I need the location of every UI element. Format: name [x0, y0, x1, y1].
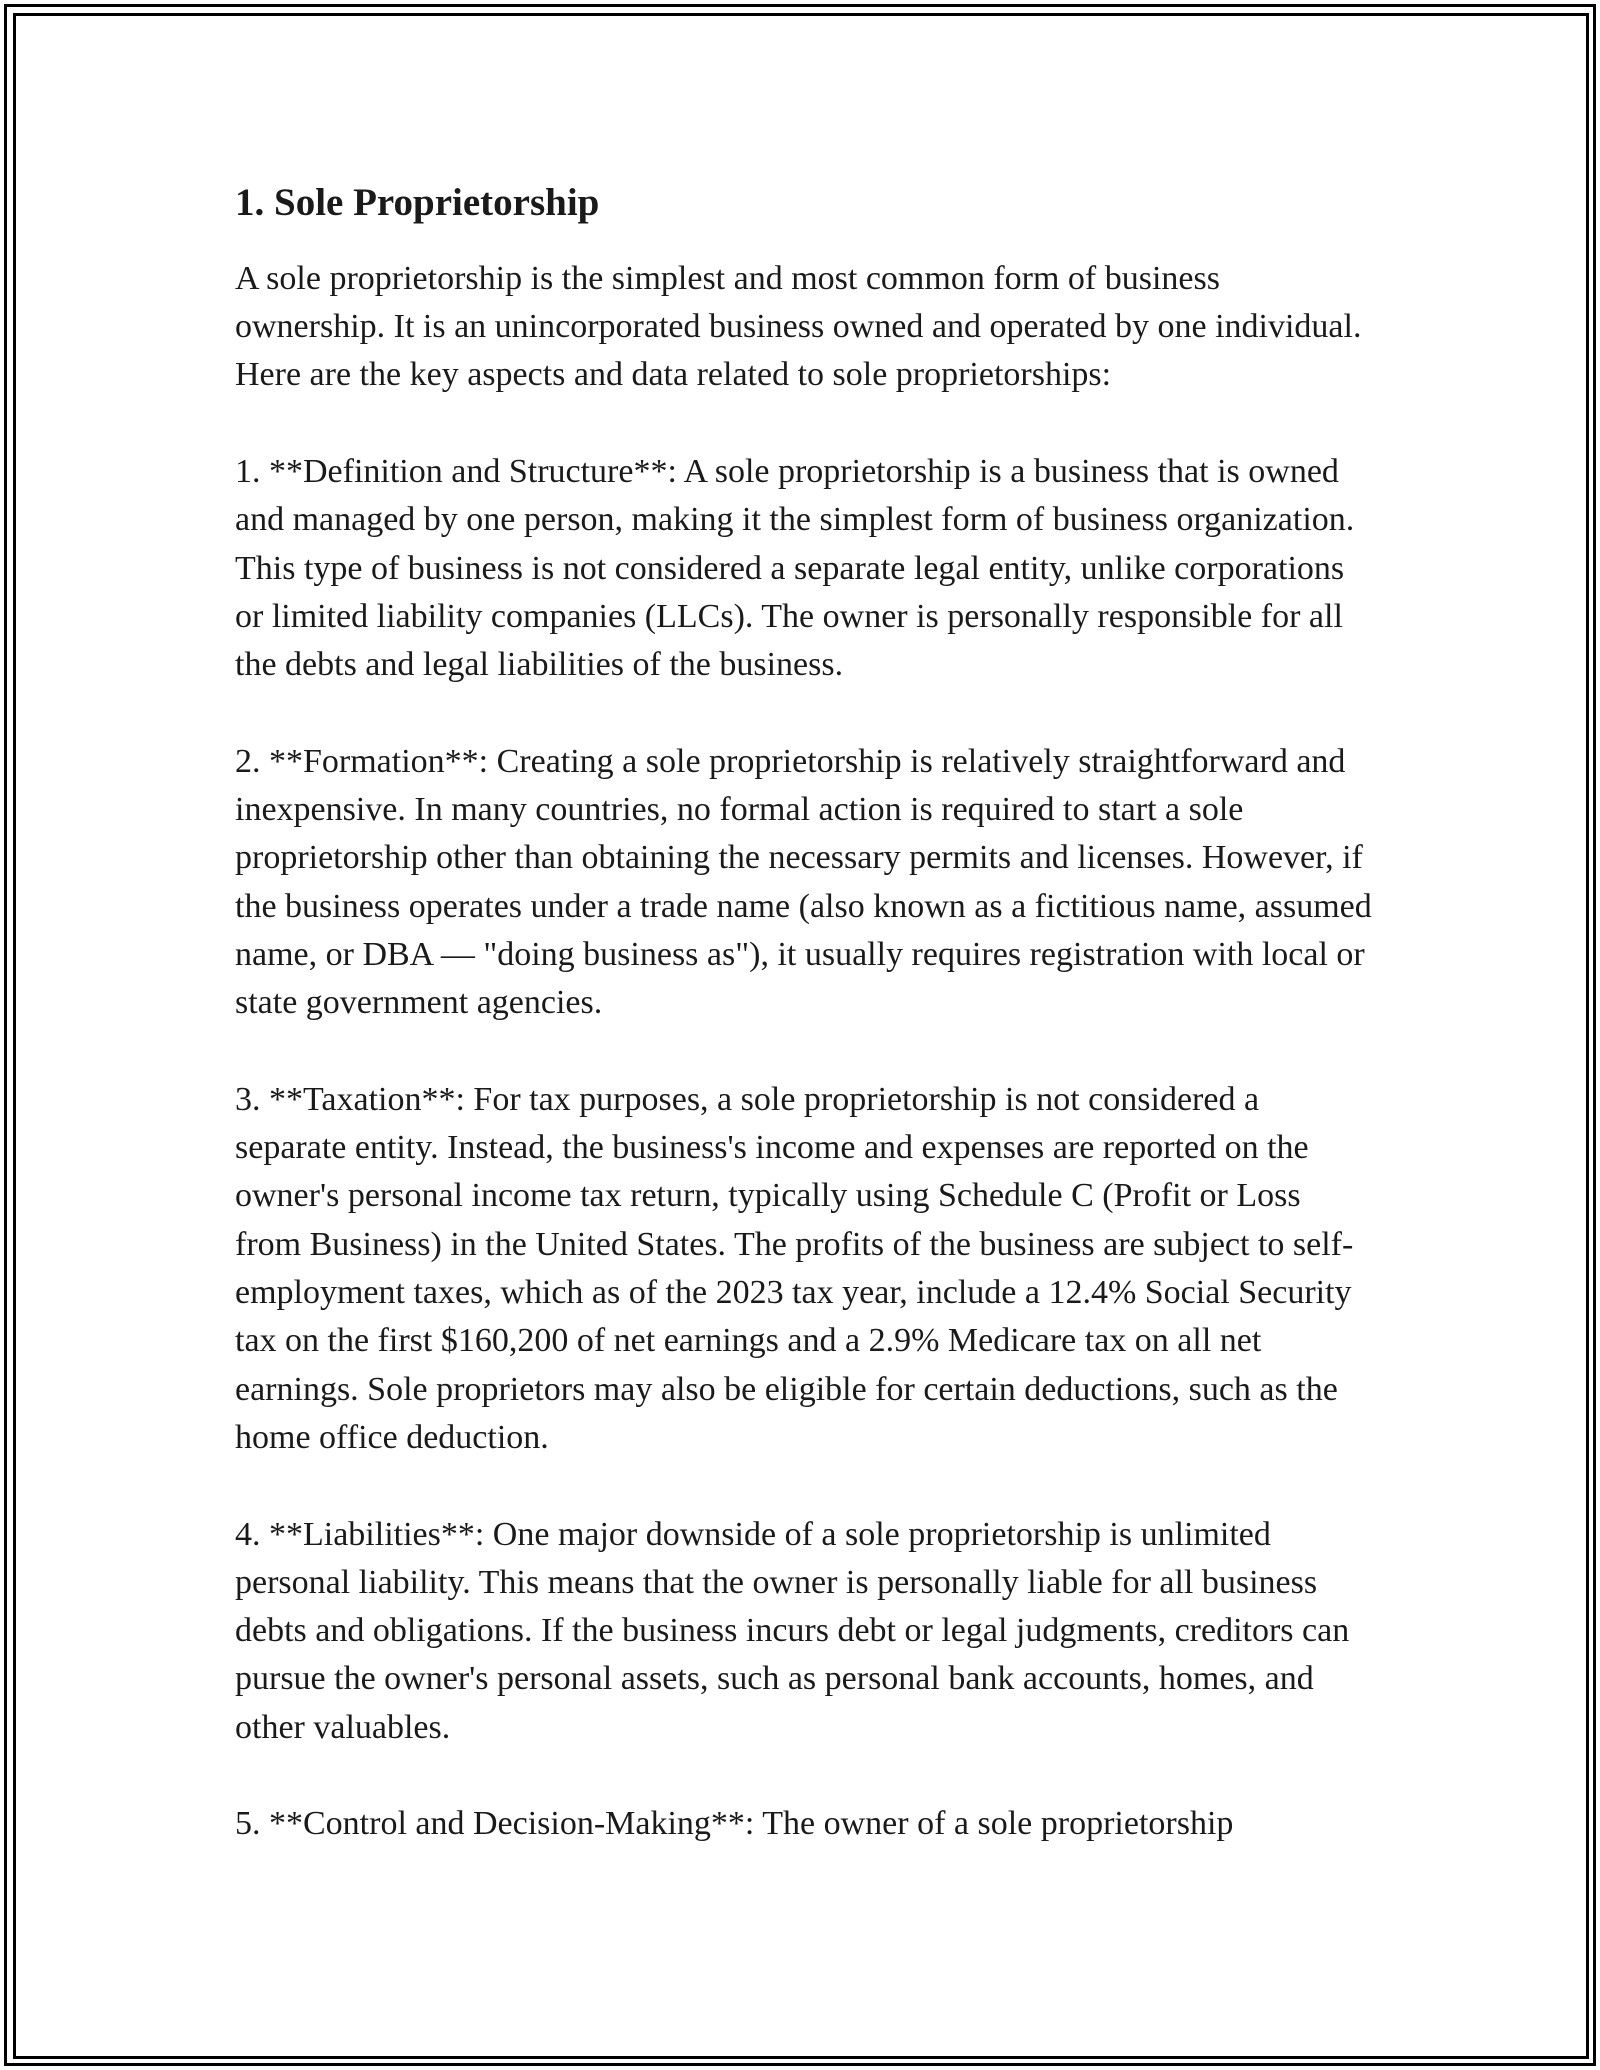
liabilities-paragraph: 4. **Liabilities**: One major downside of a sole proprietorship is unlimited personal liability. This means that the owner is personally liable for all business debts and obligations. If the business incurs debt or legal judgments, creditors can pursue the owner's personal assets, such as personal bank accounts, homes, and other valuables. [235, 1515, 1350, 1746]
definition-paragraph: 1. **Definition and Structure**: A sole proprietorship is a business that is owned and managed by one person, making it the simplest form of business organization. This type of business is not considered a separate legal entity, unlike corporations or limited liability companies (LLCs). The owner is personally responsible for all the debts and legal liabilities of the business. [235, 452, 1355, 684]
intro-paragraph: A sole proprietorship is the simplest and most common form of business ownership. It is an unincorporated business owned and operated by one individual. Here are the key aspects and data related to sole proprietorships: [235, 259, 1362, 394]
document-body [235, 180, 1375, 1897]
taxation-paragraph: 3. **Taxation**: For tax purposes, a sole proprietorship is not considered a separate entity. Instead, the business's income and expenses are reported on the owner's personal income tax return, typically using Schedule C (Profit or Loss from Business) in the United States. The profits of the business are subject to self-employment taxes, which as of the 2023 tax year, include a 12.4% Social Security tax on the first $160,200 of net earnings and a 2.9% Medicare tax on all net earnings. Sole proprietors may also be eligible for certain deductions, such as the home office deduction. [235, 1080, 1354, 1456]
control-paragraph: 5. **Control and Decision-Making**: The owner of a sole proprietorship [235, 1805, 1234, 1843]
formation-paragraph: 2. **Formation**: Creating a sole proprietorship is relatively straightforward and inexpensive. In many countries, no formal action is required to start a sole proprietorship other than obtaining the necessary permits and licenses. However, if the business operates under a trade name (also known as a fictitious name, assumed name, or DBA — "doing business as"), it usually requires registration with local or state government agencies. [235, 742, 1372, 1022]
section-heading: 1. Sole Proprietorship [235, 181, 600, 224]
